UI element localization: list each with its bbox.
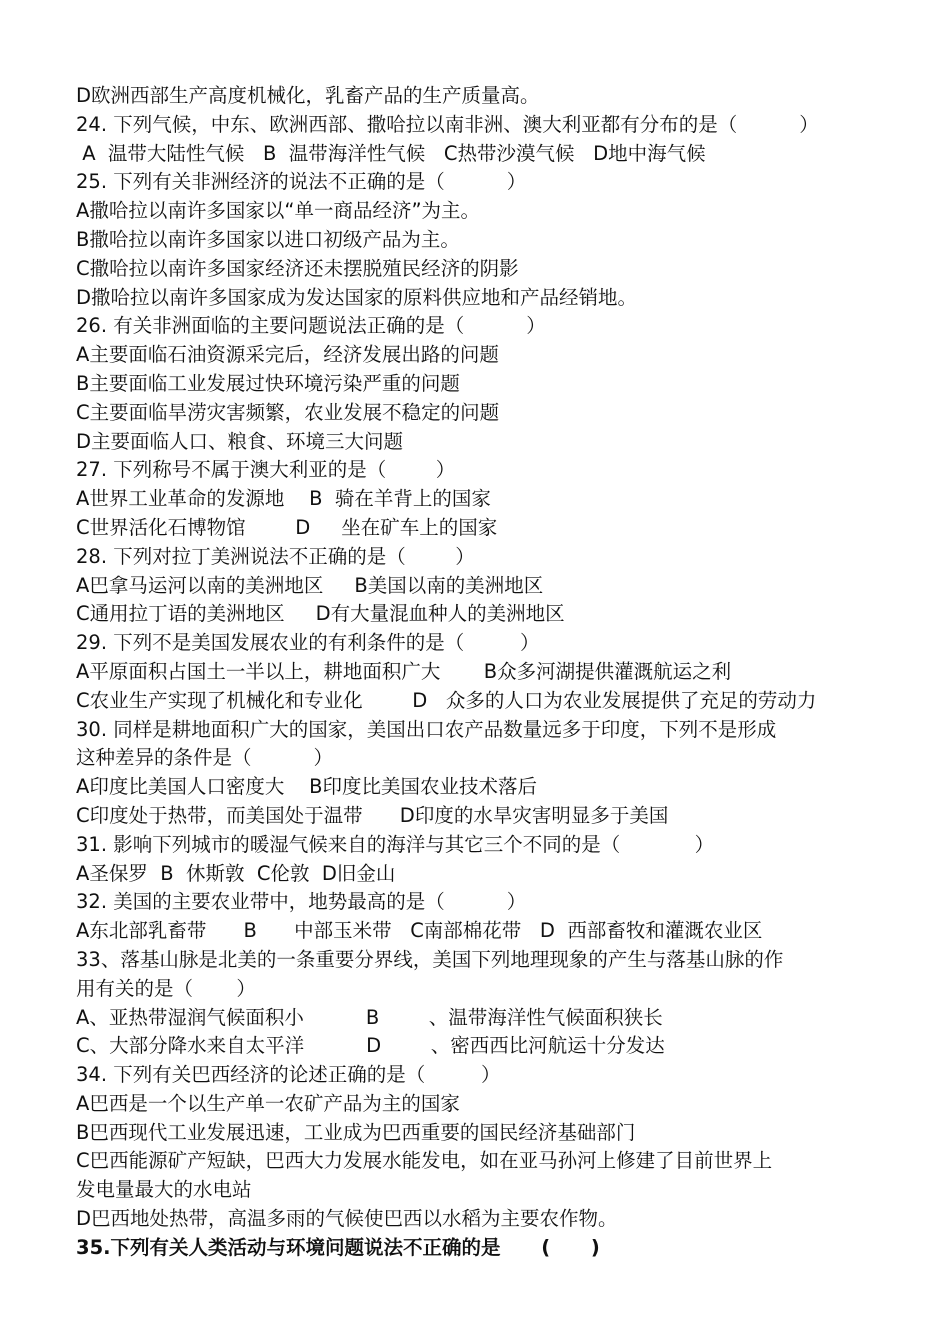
question-27: 27. 下列称号不属于澳大利亚的是（ ） bbox=[76, 458, 456, 482]
question-26-option-a: A主要面临石油资源采完后，经济发展出路的问题 bbox=[76, 343, 499, 367]
question-30-options-ab: A印度比美国人口密度大 B印度比美国农业技术落后 bbox=[76, 775, 538, 799]
question-34-option-c-cont: 发电量最大的水电站 bbox=[76, 1178, 252, 1202]
question-35: 35.下列有关人类活动与环境问题说法不正确的是 ( ) bbox=[76, 1235, 600, 1259]
question-31: 31. 影响下列城市的暖湿气候来自的海洋与其它三个不同的是（ ） bbox=[76, 832, 715, 856]
question-24: 24. 下列气候，中东、欧洲西部、撒哈拉以南非洲、澳大利亚都有分布的是（ ） bbox=[76, 112, 819, 136]
question-29-options-ab: A平原面积占国土一半以上，耕地面积广大 B众多河湖提供灌溉航运之利 bbox=[76, 659, 732, 683]
question-25-option-c: C撒哈拉以南许多国家经济还未摆脱殖民经济的阴影 bbox=[76, 256, 519, 280]
question-27-options-ab: A世界工业革命的发源地 B 骑在羊背上的国家 bbox=[76, 487, 491, 511]
question-28-options-cd: C通用拉丁语的美洲地区 D有大量混血种人的美洲地区 bbox=[76, 602, 565, 626]
question-34-option-a: A巴西是一个以生产单一农矿产品为主的国家 bbox=[76, 1091, 460, 1115]
question-34: 34. 下列有关巴西经济的论述正确的是（ ） bbox=[76, 1063, 501, 1087]
question-26: 26. 有关非洲面临的主要问题说法正确的是（ ） bbox=[76, 314, 546, 338]
question-34-option-d: D巴西地处热带，高温多雨的气候使巴西以水稻为主要农作物。 bbox=[76, 1207, 618, 1231]
question-30: 30. 同样是耕地面积广大的国家，美国出口农产品数量远多于印度，下列不是形成 bbox=[76, 717, 777, 741]
question-33-options-ab: A、亚热带湿润气候面积小 B 、温带海洋性气候面积狭长 bbox=[76, 1005, 663, 1029]
question-26-option-b: B主要面临工业发展过快环境污染严重的问题 bbox=[76, 371, 460, 395]
question-28-options-ab: A巴拿马运河以南的美洲地区 B美国以南的美洲地区 bbox=[76, 573, 544, 597]
question-30-cont: 这种差异的条件是（ ） bbox=[76, 746, 333, 770]
question-32-options: A东北部乳畜带 B 中部玉米带 C南部棉花带 D 西部畜牧和灌溉农业区 bbox=[76, 919, 763, 943]
question-33: 33、落基山脉是北美的一条重要分界线，美国下列地理现象的产生与落基山脉的作 bbox=[76, 947, 784, 971]
question-25-option-a: A撒哈拉以南许多国家以“单一商品经济”为主。 bbox=[76, 199, 481, 223]
question-24-options: A 温带大陆性气候 B 温带海洋性气候 C热带沙漠气候 D地中海气候 bbox=[76, 141, 706, 165]
text-line: D欧洲西部生产高度机械化，乳畜产品的生产质量高。 bbox=[76, 84, 540, 107]
question-26-option-d: D主要面临人口、粮食、环境三大问题 bbox=[76, 429, 404, 453]
question-28: 28. 下列对拉丁美洲说法不正确的是（ ） bbox=[76, 544, 475, 568]
question-33-cont: 用有关的是（ ） bbox=[76, 976, 256, 1000]
question-31-options: A圣保罗 B 休斯敦 C伦敦 D旧金山 bbox=[76, 861, 396, 885]
document-page bbox=[76, 82, 896, 1263]
question-29: 29. 下列不是美国发展农业的有利条件的是（ ） bbox=[76, 631, 540, 655]
question-32: 32. 美国的主要农业带中，地势最高的是（ ） bbox=[76, 890, 527, 914]
question-27-options-cd: C世界活化石博物馆 D 坐在矿车上的国家 bbox=[76, 515, 498, 539]
question-26-option-c: C主要面临旱涝灾害频繁，农业发展不稳定的问题 bbox=[76, 400, 500, 424]
question-33-options-cd: C、大部分降水来自太平洋 D 、密西西比河航运十分发达 bbox=[76, 1034, 665, 1058]
question-34-option-c: C巴西能源矿产短缺，巴西大力发展水能发电，如在亚马孙河上修建了目前世界上 bbox=[76, 1149, 773, 1173]
question-25-option-d: D撒哈拉以南许多国家成为发达国家的原料供应地和产品经销地。 bbox=[76, 285, 638, 309]
question-29-options-cd: C农业生产实现了机械化和专业化 D 众多的人口为农业发展提供了充足的劳动力 bbox=[76, 688, 817, 712]
question-25-option-b: B撒哈拉以南许多国家以进口初级产品为主。 bbox=[76, 227, 460, 251]
question-34-option-b: B巴西现代工业发展迅速，工业成为巴西重要的国民经济基础部门 bbox=[76, 1120, 636, 1144]
question-30-options-cd: C印度处于热带，而美国处于温带 D印度的水旱灾害明显多于美国 bbox=[76, 803, 669, 827]
question-25: 25. 下列有关非洲经济的说法不正确的是（ ） bbox=[76, 170, 527, 194]
